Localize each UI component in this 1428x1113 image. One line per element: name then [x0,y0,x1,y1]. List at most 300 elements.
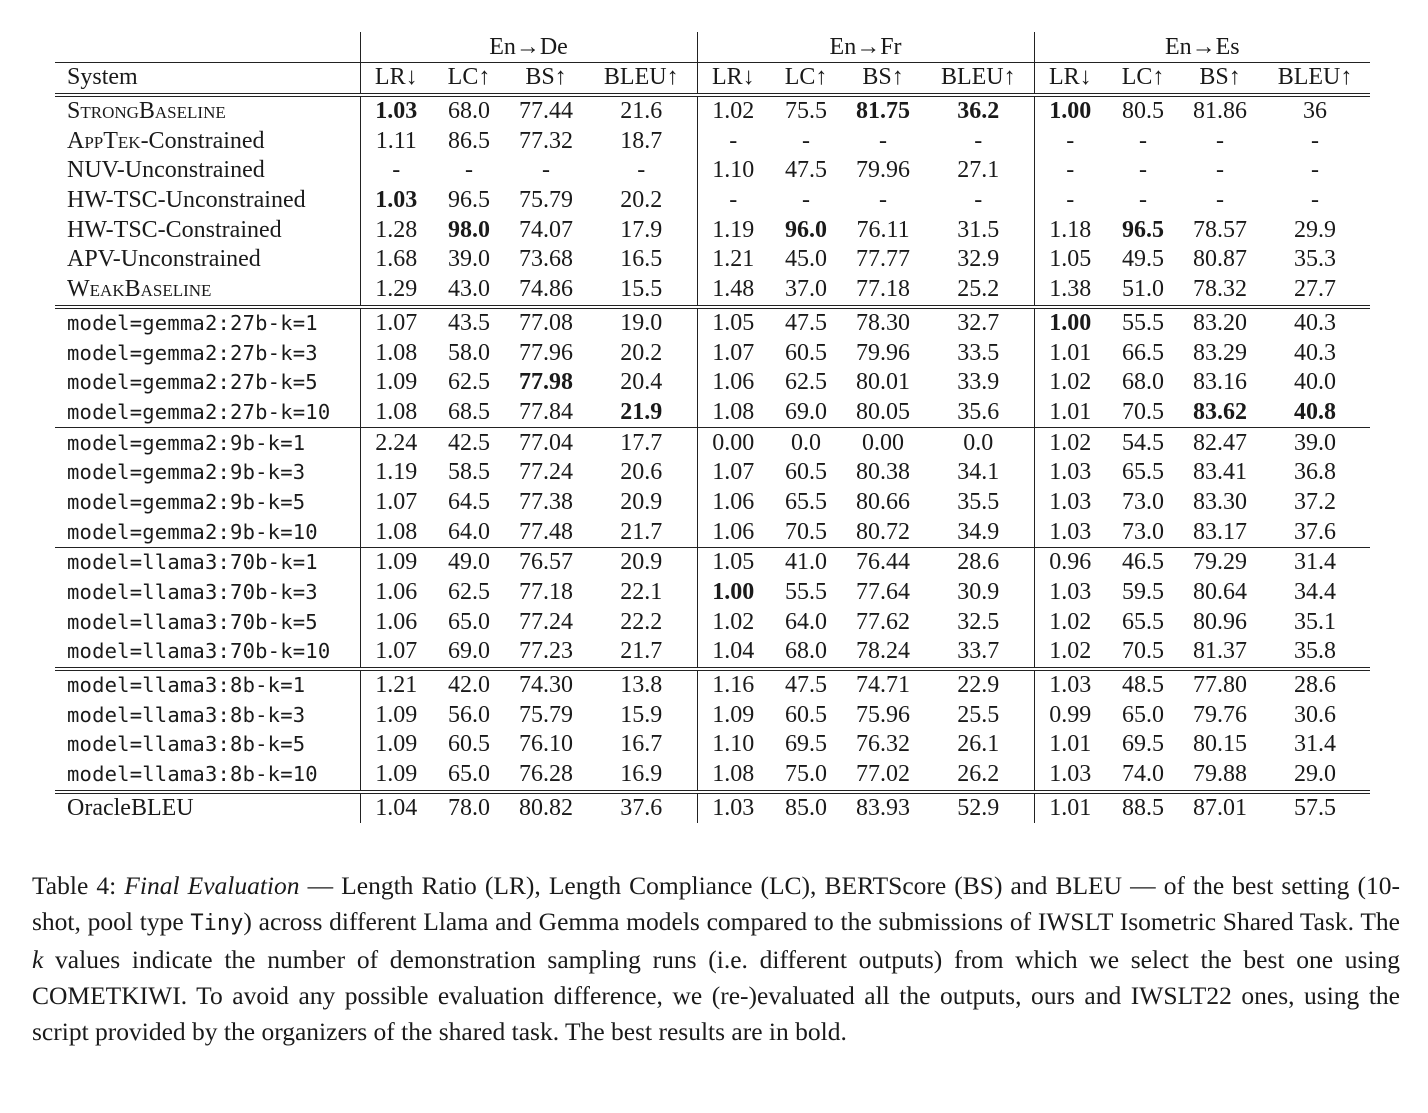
value-cell: 32.5 [957,608,1000,635]
results-table-body [55,95,1370,824]
value-cell: 1.08 [360,338,432,368]
value-cell: 20.2 [620,339,663,366]
value-cell: 77.23 [519,638,573,665]
value-cell: 69.0 [448,638,490,665]
value-cell: 1.09 [360,700,432,730]
best-value: 96.5 [1122,216,1165,243]
value-cell: 1.08 [697,398,769,428]
table-row [55,245,1370,275]
caption-k-variable: k [32,945,44,974]
value-cell: 35.8 [1294,638,1337,665]
value-cell: 51.0 [1122,276,1165,303]
value-cell: 77.62 [856,608,911,635]
value-cell: 79.96 [856,157,911,184]
value-cell: 78.24 [856,638,911,665]
table-row [55,488,1370,518]
metric-header-lr: LR↓ [1034,63,1106,95]
value-cell: - [1034,186,1106,216]
value-cell: 60.5 [785,701,828,728]
table-row [55,517,1370,547]
value-cell: - [879,187,888,214]
value-cell: 1.07 [360,488,432,518]
table-row [55,730,1370,760]
value-cell: 1.38 [1034,275,1106,307]
system-name-cell: HW-TSC-Constrained [67,216,282,243]
value-cell: 0.00 [697,428,769,458]
value-cell: 74.30 [506,669,586,701]
value-cell: 82.47 [1180,428,1260,458]
value-cell: 37.6 [1294,518,1337,545]
value-cell: - [1034,156,1106,186]
value-cell: - [802,127,811,154]
value-cell: 1.02 [1034,637,1106,669]
value-cell: 31.4 [1294,731,1337,758]
value-cell: 27.7 [1294,276,1337,303]
value-cell: 52.9 [923,792,1034,824]
value-cell: 69.5 [1122,731,1165,758]
best-value: 77.98 [519,369,573,396]
value-cell: 55.5 [785,579,828,606]
value-cell [360,95,432,127]
value-cell: 65.5 [785,488,828,515]
value-cell: - [465,157,473,184]
value-cell: 77.24 [519,459,573,486]
value-cell [769,215,843,245]
results-table-container [55,32,1370,823]
value-cell: 1.01 [1034,730,1106,760]
value-cell: - [360,156,432,186]
best-value: 98.0 [448,216,490,243]
value-cell: - [974,127,983,154]
value-cell: 69.5 [785,731,828,758]
value-cell: 35.6 [957,398,1000,425]
value-cell: 1.05 [1034,245,1106,275]
caption-title: Final Evaluation [124,871,300,900]
value-cell: 80.96 [1193,608,1248,635]
value-cell: 1.18 [1034,215,1106,245]
value-cell: 76.28 [519,761,573,788]
value-cell [1106,215,1180,245]
value-cell: 1.09 [360,368,432,398]
table-row [55,156,1370,186]
value-cell: 77.08 [506,307,586,339]
table-row [55,792,1370,824]
value-cell: 78.30 [843,307,923,339]
table-row [55,126,1370,156]
value-cell: 81.37 [1193,638,1248,665]
value-cell: 1.03 [1034,488,1106,518]
table-row [55,578,1370,608]
value-cell: 1.02 [1034,607,1106,637]
value-cell: 86.5 [448,127,490,154]
value-cell: 70.5 [1122,398,1165,425]
value-cell: - [1311,157,1320,184]
value-cell: 1.03 [1034,760,1106,792]
value-cell: 25.5 [957,701,1000,728]
system-name-cell: model=gemma2:27b-k=5 [67,370,318,395]
value-cell: 77.80 [1180,669,1260,701]
value-cell: 21.7 [620,518,663,545]
system-name-cell: model=llama3:70b-k=3 [67,580,318,605]
value-cell: 88.5 [1106,792,1180,824]
value-cell: 1.03 [1034,578,1106,608]
value-cell: - [1311,187,1320,214]
value-cell: 34.9 [957,518,1000,545]
value-cell: - [1216,187,1225,214]
system-name-cell: model=llama3:8b-k=1 [55,669,360,701]
value-cell: 37.6 [586,792,697,824]
value-cell: 1.06 [697,517,769,547]
value-cell: 47.5 [769,307,843,339]
value-cell [697,578,769,608]
value-cell: 65.0 [448,608,490,635]
value-cell: 74.0 [1122,761,1165,788]
value-cell: 62.5 [448,579,490,606]
results-table [55,32,1370,823]
system-column-header: System [55,63,360,95]
system-name-cell: model=gemma2:9b-k=10 [67,519,318,544]
value-cell: 54.5 [1106,428,1180,458]
value-cell: 80.15 [1193,731,1248,758]
value-cell: 22.1 [620,579,663,606]
value-cell: 1.21 [360,669,432,701]
value-cell: 76.44 [843,548,923,578]
value-cell: 77.38 [519,488,573,515]
system-name-cell: model=gemma2:27b-k=10 [67,399,331,424]
value-cell [1034,95,1106,127]
value-cell: 36 [1260,95,1370,127]
metric-header-bs: BS↑ [843,63,923,95]
value-cell: 43.0 [448,276,490,303]
value-cell: 20.4 [620,369,663,396]
value-cell: 36.8 [1294,459,1337,486]
value-cell: 96.5 [448,187,490,214]
best-value: 1.00 [712,579,755,606]
system-name-cell: model=gemma2:9b-k=3 [67,460,306,485]
value-cell: 21.6 [586,95,697,127]
value-cell: 40.3 [1260,307,1370,339]
value-cell: - [1216,127,1225,154]
value-cell: 1.10 [697,730,769,760]
value-cell: 74.71 [843,669,923,701]
value-cell: 64.5 [448,488,490,515]
metric-header-lc: LC↑ [1106,63,1180,95]
value-cell: 65.5 [1122,608,1165,635]
value-cell: 13.8 [586,669,697,701]
value-cell: 0.00 [843,428,923,458]
value-cell: 33.7 [957,638,1000,665]
value-cell: 35.3 [1294,246,1337,273]
value-cell: 75.0 [785,761,828,788]
value-cell: 70.5 [785,518,828,545]
value-cell: 1.03 [1034,517,1106,547]
value-cell: 77.18 [519,579,573,606]
value-cell: 47.5 [785,157,828,184]
value-cell: 1.02 [1034,368,1106,398]
value-cell: 76.10 [519,731,573,758]
value-cell: 1.08 [360,398,432,428]
system-name-cell: model=llama3:70b-k=1 [55,548,360,578]
value-cell: 48.5 [1106,669,1180,701]
table-row [55,338,1370,368]
value-cell: 87.01 [1180,792,1260,824]
value-cell: 19.0 [586,307,697,339]
value-cell: 57.5 [1260,792,1370,824]
value-cell: 20.9 [620,488,663,515]
table-row [55,186,1370,216]
value-cell: 30.6 [1294,701,1337,728]
value-cell: 56.0 [448,701,490,728]
system-name-cell: NUV-Unconstrained [67,157,265,184]
language-pair-header-row [55,32,1370,63]
value-cell [1034,307,1106,339]
value-cell: 1.05 [697,548,769,578]
value-cell: 69.0 [785,398,828,425]
system-name-cell [55,126,360,156]
table-row [55,307,1370,339]
value-cell: 76.11 [856,216,910,243]
value-cell: 15.9 [620,701,663,728]
system-name-cell: model=llama3:70b-k=10 [67,639,331,664]
table-row [55,607,1370,637]
value-cell: 31.4 [1260,548,1370,578]
value-cell: 78.0 [432,792,506,824]
group-header-en-es: En→Es [1034,32,1370,63]
value-cell: 64.0 [785,608,828,635]
value-cell [1260,398,1370,428]
value-cell: 1.09 [360,730,432,760]
value-cell: 1.09 [360,548,432,578]
metric-header-bleu: BLEU↑ [1260,63,1370,95]
system-name-cell: model=llama3:8b-k=5 [67,732,306,757]
value-cell: 1.03 [697,792,769,824]
value-cell: 1.16 [697,669,769,701]
value-cell: - [697,186,769,216]
value-cell: 0.0 [769,428,843,458]
table-row [55,275,1370,307]
value-cell: 42.5 [432,428,506,458]
value-cell: 20.6 [620,459,663,486]
value-cell: 80.64 [1193,579,1248,606]
value-cell: 75.79 [519,187,573,214]
metric-header-bs: BS↑ [1180,63,1260,95]
best-value: 1.03 [375,187,418,214]
value-cell: 77.84 [519,398,573,425]
value-cell: 40.0 [1294,369,1337,396]
metric-header-bleu: BLEU↑ [586,63,697,95]
value-cell: 1.09 [360,760,432,792]
value-cell: 1.07 [360,637,432,669]
value-cell: 1.03 [1034,669,1106,701]
value-cell: 39.0 [1260,428,1370,458]
table-row [55,215,1370,245]
value-cell: 68.0 [1122,369,1165,396]
value-cell: 77.44 [506,95,586,127]
value-cell: 68.5 [448,398,490,425]
value-cell: - [1216,157,1225,184]
value-cell: 1.28 [360,215,432,245]
best-value: 40.8 [1294,398,1337,425]
value-cell [923,95,1034,127]
system-name-cell: model=gemma2:27b-k=1 [55,307,360,339]
value-cell: 76.32 [856,731,911,758]
value-cell: 43.5 [432,307,506,339]
value-cell: 60.5 [448,731,490,758]
value-cell: 41.0 [769,548,843,578]
value-cell: 20.2 [620,187,663,214]
value-cell: 18.7 [620,127,663,154]
table-row [55,368,1370,398]
value-cell: 73.0 [1122,488,1165,515]
value-cell: 80.66 [856,488,911,515]
value-cell: 1.06 [697,368,769,398]
value-cell: 15.5 [620,276,663,303]
value-cell: 17.7 [586,428,697,458]
value-cell [586,398,697,428]
value-cell: 22.2 [620,608,663,635]
value-cell: 1.21 [697,245,769,275]
value-cell: 1.29 [360,275,432,307]
value-cell [1180,398,1260,428]
best-value: 21.9 [620,398,663,425]
table-row [55,700,1370,730]
metric-header-lc: LC↑ [432,63,506,95]
value-cell: 83.17 [1193,518,1248,545]
value-cell: 80.38 [856,459,911,486]
value-cell: 77.32 [519,127,573,154]
value-cell: 1.08 [360,517,432,547]
value-cell: 78.32 [1193,276,1248,303]
value-cell: 17.9 [620,216,663,243]
value-cell: 1.10 [697,156,769,186]
value-cell: 29.9 [1294,216,1337,243]
value-cell: 68.0 [785,638,828,665]
value-cell: 1.19 [697,215,769,245]
value-cell: 79.29 [1180,548,1260,578]
value-cell: 1.02 [1034,428,1106,458]
table-row [55,669,1370,701]
value-cell: 70.5 [1122,638,1165,665]
value-cell: 77.04 [506,428,586,458]
value-cell: 1.06 [360,578,432,608]
system-name-cell: HW-TSC-Unconstrained [67,187,306,214]
value-cell: - [1139,157,1148,184]
value-cell: 22.9 [923,669,1034,701]
value-cell: 1.07 [697,338,769,368]
value-cell: 80.82 [506,792,586,824]
value-cell: 0.0 [923,428,1034,458]
value-cell: 77.48 [519,518,573,545]
value-cell: 62.5 [448,369,490,396]
value-cell: 20.9 [586,548,697,578]
value-cell: 75.5 [769,95,843,127]
best-value: 36.2 [957,98,1000,125]
value-cell: 58.5 [448,459,490,486]
value-cell: 77.64 [856,579,911,606]
value-cell: - [1139,127,1148,154]
value-cell: 16.9 [620,761,663,788]
value-cell: 1.04 [697,637,769,669]
value-cell: 65.0 [1122,701,1165,728]
table-row [55,548,1370,578]
value-cell: - [1034,126,1106,156]
value-cell: 1.05 [697,307,769,339]
value-cell: 1.06 [360,607,432,637]
system-name-cell: APV-Unconstrained [67,246,261,273]
system-name-cell: OracleBLEU [55,792,360,824]
value-cell: 78.57 [1193,216,1248,243]
value-cell: 73.0 [1122,518,1165,545]
value-cell: 79.88 [1193,761,1248,788]
value-cell: 1.01 [1034,338,1106,368]
value-cell: 83.16 [1193,369,1248,396]
metric-header-lc: LC↑ [769,63,843,95]
metric-header-bs: BS↑ [506,63,586,95]
value-cell: 81.86 [1180,95,1260,127]
value-cell: 73.68 [519,246,573,273]
value-cell: 80.87 [1193,246,1248,273]
value-cell: - [637,157,646,184]
value-cell: - [542,157,550,184]
value-cell: 55.5 [1106,307,1180,339]
best-value: 81.75 [856,98,911,125]
group-header-en-fr: En→Fr [697,32,1034,63]
value-cell: 1.11 [360,126,432,156]
value-cell: 1.02 [697,95,769,127]
value-cell: 35.1 [1294,608,1337,635]
value-cell: 32.9 [957,246,1000,273]
value-cell: 16.5 [620,246,663,273]
value-cell [843,95,923,127]
value-cell: 49.5 [1122,246,1165,273]
value-cell: 47.5 [769,669,843,701]
value-cell: 1.01 [1034,792,1106,824]
value-cell: 83.20 [1180,307,1260,339]
value-cell: 75.96 [856,701,911,728]
value-cell: 1.07 [697,458,769,488]
table-row [55,458,1370,488]
best-value: 1.00 [1049,98,1092,125]
value-cell: 27.1 [957,157,1000,184]
value-cell [506,368,586,398]
table-row [55,760,1370,792]
value-cell: 26.2 [957,761,1000,788]
value-cell: 33.5 [957,339,1000,366]
table-row [55,95,1370,127]
value-cell: 39.0 [448,246,490,273]
value-cell: 40.3 [1294,339,1337,366]
value-cell: 30.9 [957,579,1000,606]
metric-header-row [55,63,1370,95]
value-cell: 42.0 [432,669,506,701]
value-cell: 85.0 [769,792,843,824]
caption-text-3: values indicate the number of demonstration sampling runs (i.e. different outputs) from which we select the best one using COMETKIWI. To avoid any possible evaluation difference, we (re-)evaluated all the outputs, ours and IWSLT22 ones, using the script provided by the organizers of the shared task. The best results are in bold. [32,945,1400,1046]
value-cell: 37.2 [1294,488,1337,515]
value-cell: 83.29 [1193,339,1248,366]
value-cell: 62.5 [785,369,828,396]
value-cell: 1.48 [697,275,769,307]
value-cell: 31.5 [957,216,1000,243]
value-cell: 1.03 [1034,458,1106,488]
value-cell: 83.30 [1193,488,1248,515]
value-cell: 21.7 [620,638,663,665]
system-name-cell: WeakBaseline [67,276,212,303]
value-cell: 60.5 [785,339,828,366]
value-cell: 46.5 [1106,548,1180,578]
value-cell: 32.7 [923,307,1034,339]
system-name-cell: model=gemma2:9b-k=1 [55,428,360,458]
value-cell: 77.96 [519,339,573,366]
